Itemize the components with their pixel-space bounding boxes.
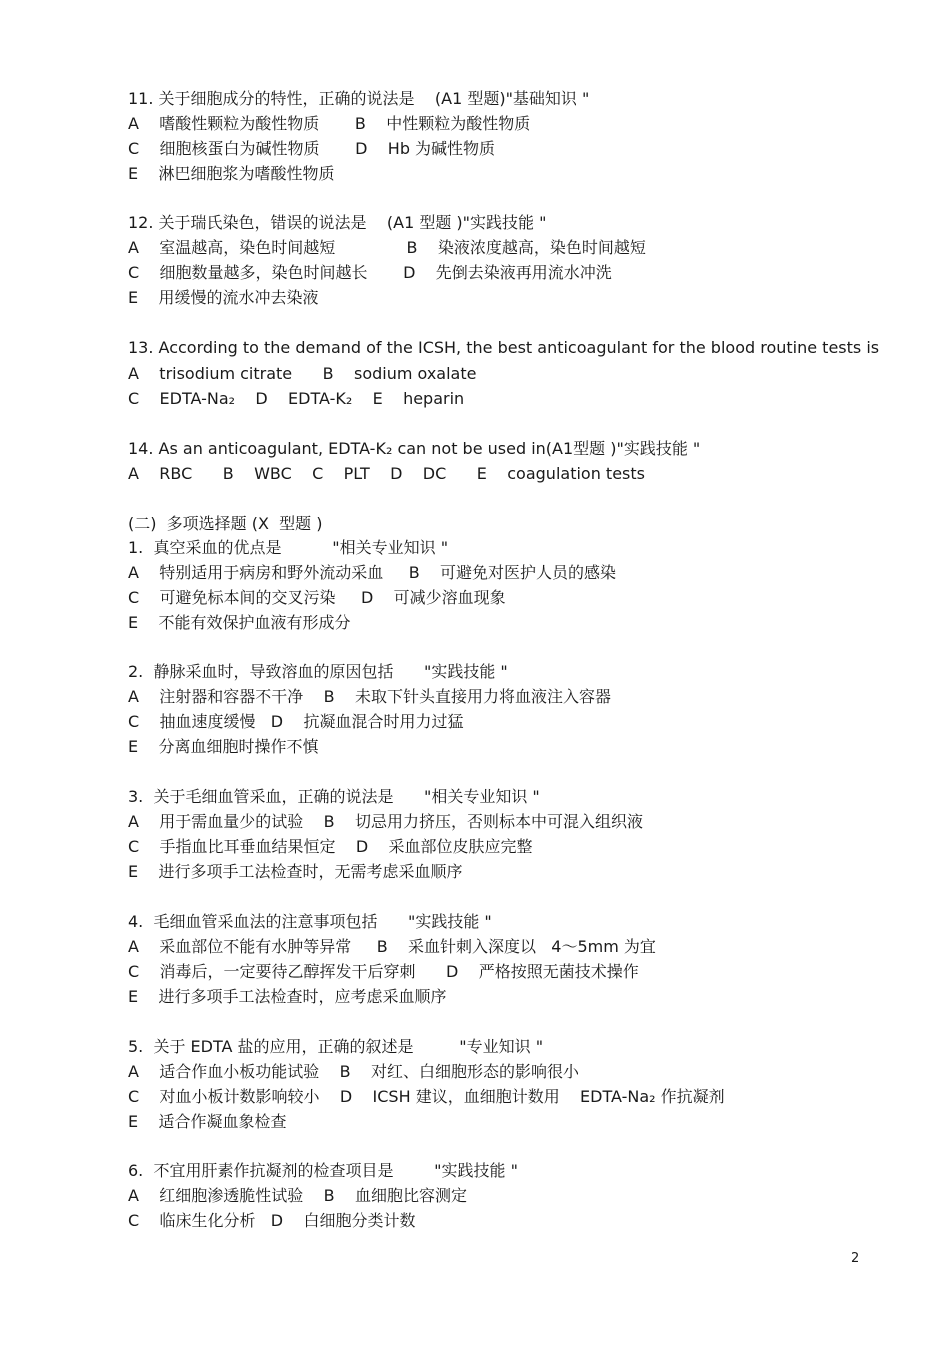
text-line: E 进行多项手工法检查时，应考虑采血顺序: [128, 987, 447, 1006]
text-line: E 进行多项手工法检查时，无需考虑采血顺序: [128, 862, 463, 881]
text-line: A 用于需血量少的试验 B 切忌用力挤压，否则标本中可混入组织液: [128, 812, 643, 831]
text-line: E 淋巴细胞浆为嗜酸性物质: [128, 164, 335, 183]
text-line: C 细胞数量越多，染色时间越长 D 先倒去染液再用流水冲洗: [128, 263, 612, 282]
text-line: 11. 关于细胞成分的特性，正确的说法是 (A1 型题)"基础知识 ": [128, 89, 590, 108]
text-line: A 注射器和容器不干净 B 未取下针头直接用力将血液注入容器: [128, 687, 611, 706]
text-line: 14. As an anticoagulant, EDTA-K₂ can not be used in(A1型题 )"实践技能 ": [128, 439, 701, 458]
text-line: A 适合作血小板功能试验 B 对红、白细胞形态的影响很小: [128, 1062, 579, 1081]
text-line: 6. 不宜用肝素作抗凝剂的检查项目是 "实践技能 ": [128, 1161, 518, 1180]
text-line: 13. According to the demand of the ICSH, the best anticoagulant for the blood routine tests is: [128, 338, 880, 357]
text-line: E 不能有效保护血液有形成分: [128, 613, 351, 632]
text-line: C 对血小板计数影响较小 D ICSH 建议，血细胞计数用 EDTA-Na₂ 作抗凝剂: [128, 1087, 725, 1106]
text-line: A trisodium citrate B sodium oxalate: [128, 364, 477, 383]
text-line: 4. 毛细血管采血法的注意事项包括 "实践技能 ": [128, 912, 492, 931]
text-line: 12. 关于瑞氏染色，错误的说法是 (A1 型题 )"实践技能 ": [128, 213, 547, 232]
text-line: A 室温越高，染色时间越短 B 染液浓度越高，染色时间越短: [128, 238, 646, 257]
text-line: A RBC B WBC C PLT D DC E coagulation tests: [128, 464, 645, 483]
text-line: 2. 静脉采血时，导致溶血的原因包括 "实践技能 ": [128, 662, 508, 681]
text-line: A 采血部位不能有水肿等异常 B 采血针刺入深度以 4～5mm 为宜: [128, 937, 656, 956]
text-line: C 可避免标本间的交叉污染 D 可减少溶血现象: [128, 588, 506, 607]
text-line: A 嗜酸性颗粒为酸性物质 B 中性颗粒为酸性物质: [128, 114, 531, 133]
text-line: 5. 关于 EDTA 盐的应用，正确的叙述是 "专业知识 ": [128, 1037, 544, 1056]
text-line: C 临床生化分析 D 白细胞分类计数: [128, 1211, 416, 1230]
text-line: 3. 关于毛细血管采血，正确的说法是 "相关专业知识 ": [128, 787, 540, 806]
text-line: E 用缓慢的流水冲去染液: [128, 288, 319, 307]
text-line: C 手指血比耳垂血结果恒定 D 采血部位皮肤应完整: [128, 837, 533, 856]
text-line: C 消毒后，一定要待乙醇挥发干后穿刺 D 严格按照无菌技术操作: [128, 962, 639, 981]
text-line: C 细胞核蛋白为碱性物质 D Hb 为碱性物质: [128, 139, 496, 158]
text-line: E 分离血细胞时操作不慎: [128, 737, 319, 756]
text-line: A 特别适用于病房和野外流动采血 B 可避免对医护人员的感染: [128, 563, 617, 582]
text-line: 1. 真空采血的优点是 "相关专业知识 ": [128, 538, 449, 557]
text-line: C 抽血速度缓慢 D 抗凝血混合时用力过猛: [128, 712, 464, 731]
page-number: 2: [851, 1251, 860, 1266]
text-line: E 适合作凝血象检查: [128, 1112, 287, 1131]
text-line: (二) 多项选择题 (X 型题 ): [128, 514, 323, 533]
text-line: C EDTA-Na₂ D EDTA-K₂ E heparin: [128, 389, 465, 408]
text-line: A 红细胞渗透脆性试验 B 血细胞比容测定: [128, 1186, 467, 1205]
